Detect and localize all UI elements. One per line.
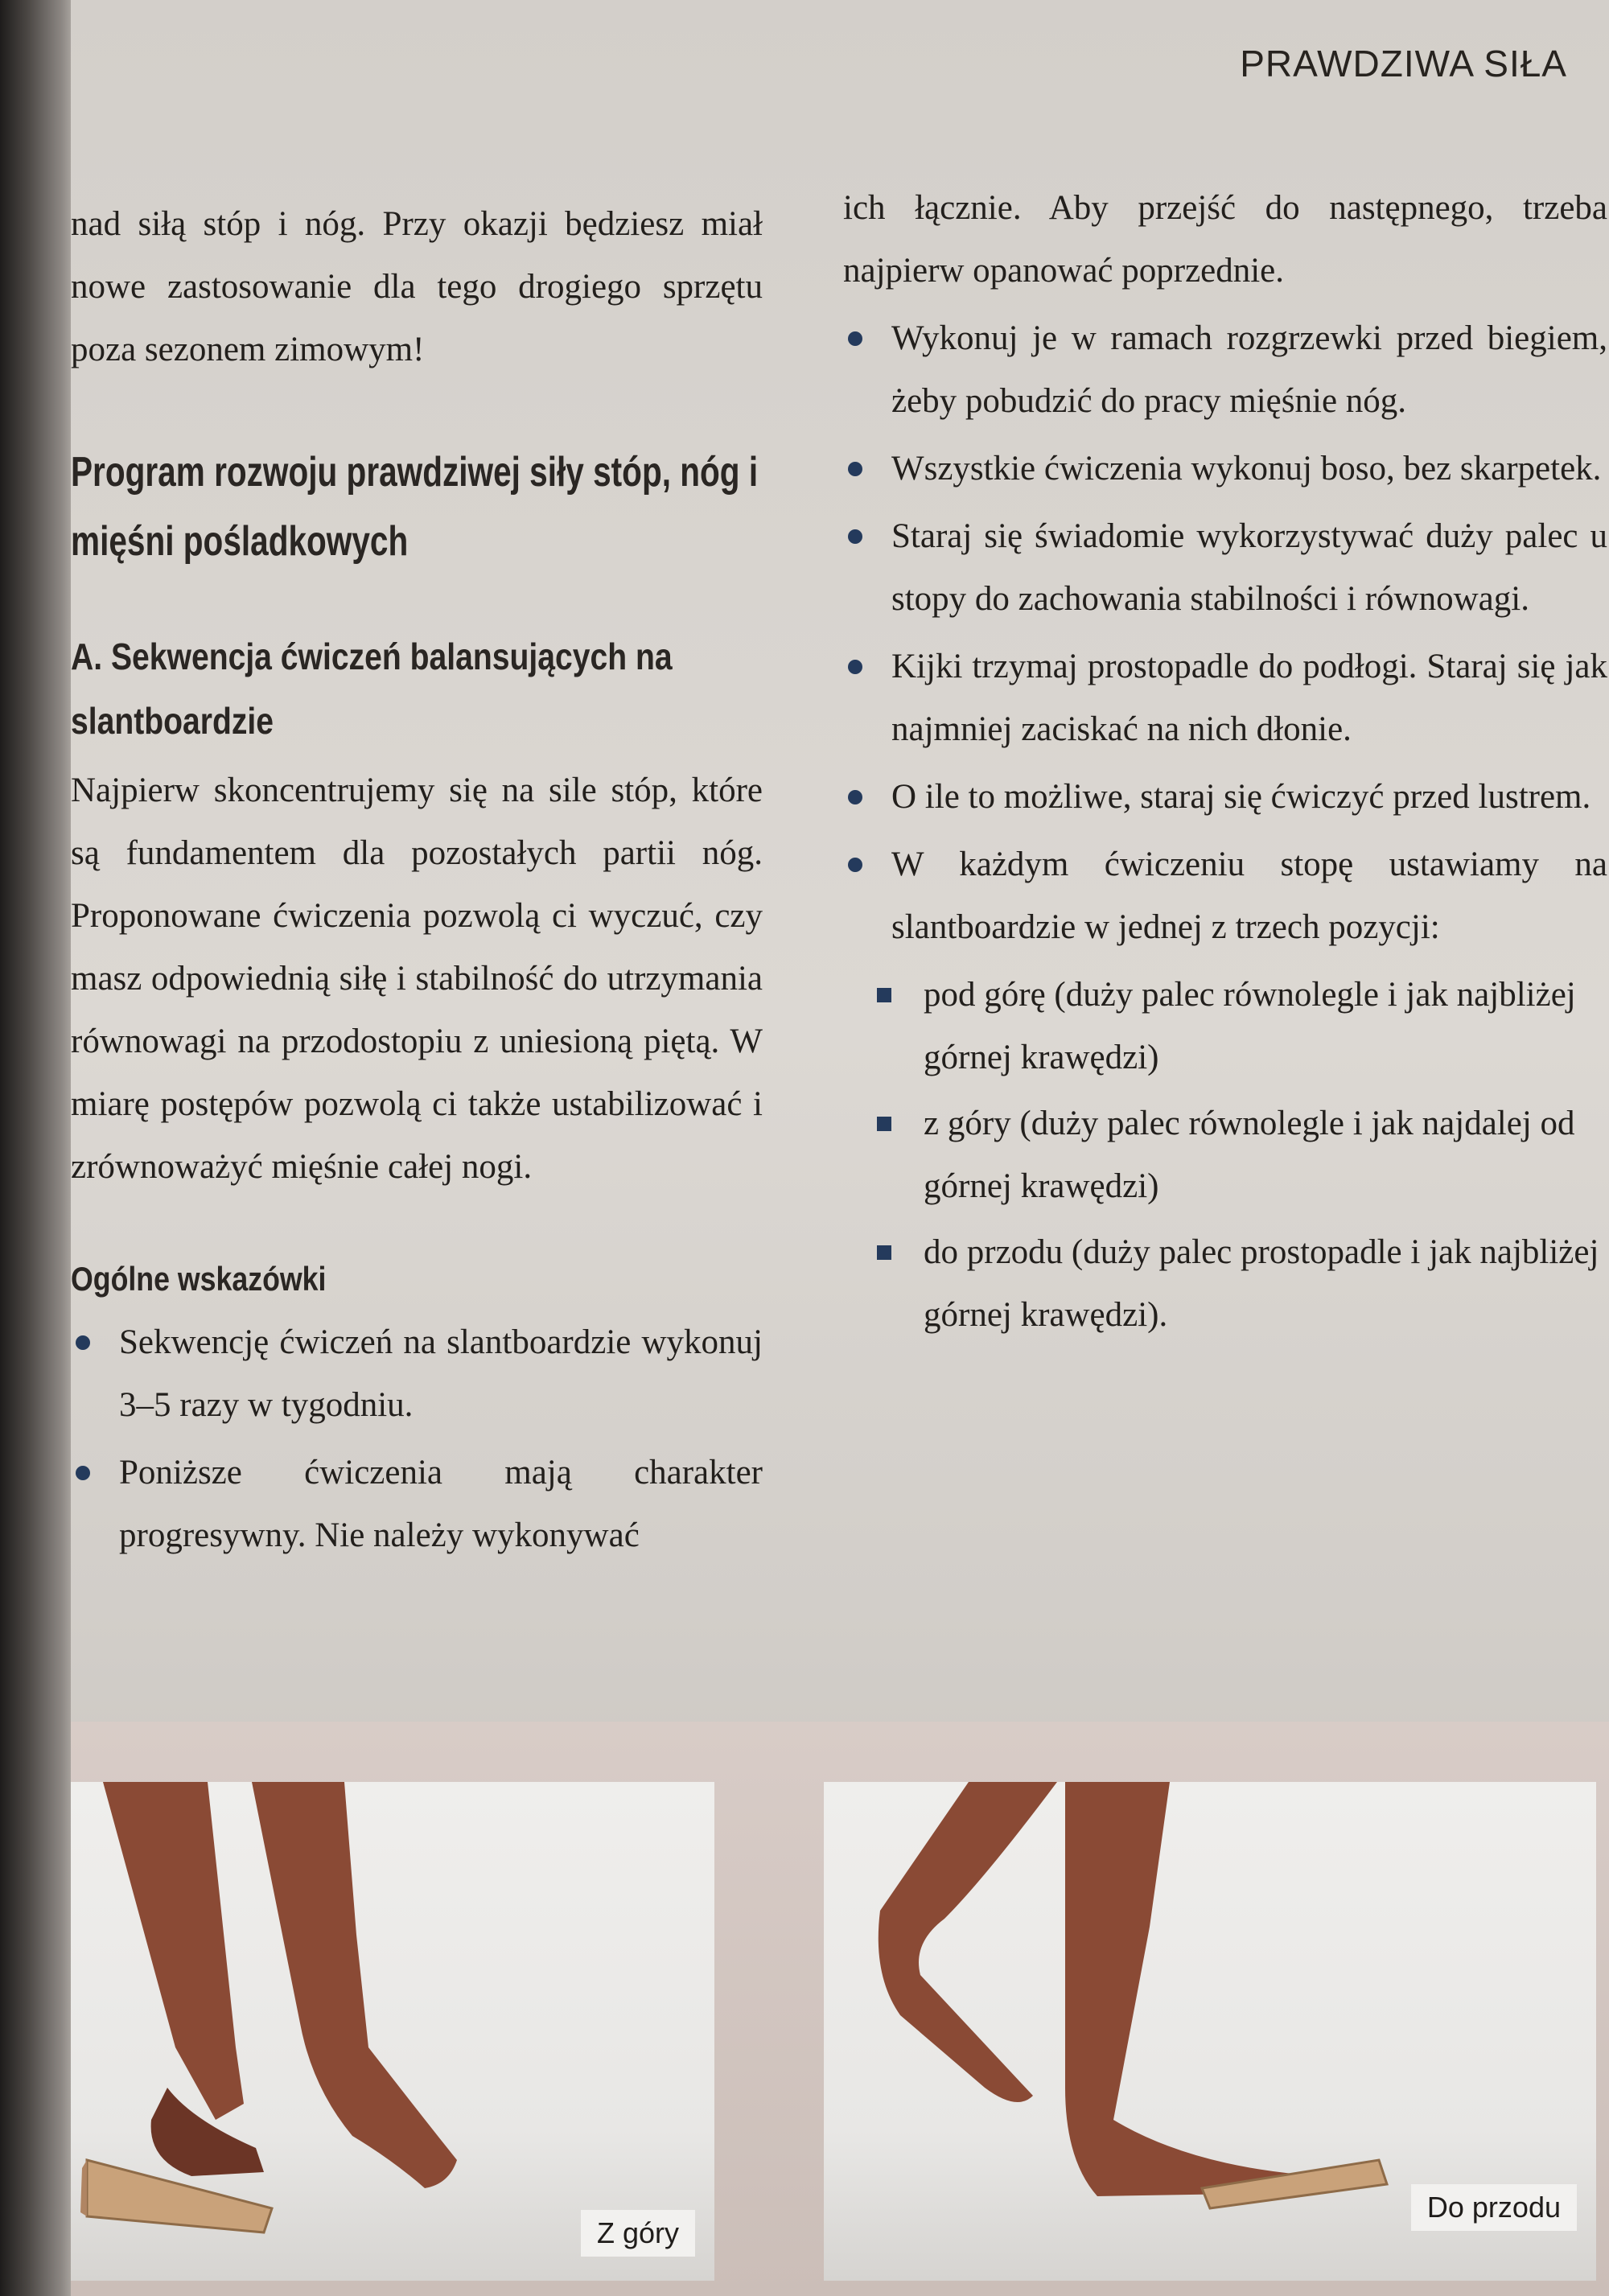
section-a-paragraph: Najpierw skoncentrujemy się na sile stóp, które są fundamentem dla pozostałych partii nóg. Proponowane ćwiczenia pozwolą ci wyczuć, czy masz odpowiednią siłę i stabilność do utrzymania równowagi na przodostopiu z uniesioną piętą. W miarę postępów pozwolą ci także ustabilizować i zrównoważyć mięśnie całej nogi. — [71, 772, 763, 1186]
bullet-icon — [76, 1466, 90, 1480]
section-a-heading: A. Sekwencja ćwiczeń balansujących na slantboardzie — [71, 636, 673, 742]
book-spine — [0, 0, 77, 2296]
list-item: Poniższe ćwiczenia mają charakter progresywny. Nie należy wykonywać — [71, 1442, 763, 1567]
left-column — [71, 193, 763, 1572]
bullet-icon — [848, 790, 862, 804]
list-item: W każdym ćwiczeniu stopę ustawiamy na slantboardzie w jednej z trzech pozycji: — [843, 833, 1607, 959]
photo-z-gory — [71, 1782, 714, 2281]
bullet-icon — [848, 660, 862, 674]
list-item: Wykonuj je w ramach rozgrzewki przed biegiem, żeby pobudzić do pracy mięśnie nóg. — [843, 307, 1607, 433]
feet-on-slantboard-illustration — [71, 1782, 714, 2281]
list-item: Kijki trzymaj prostopadle do podłogi. Staraj się jak najmniej zaciskać na nich dłonie. — [843, 636, 1607, 761]
right-column — [843, 177, 1607, 1350]
list-item: pod górę (duży palec równolegle i jak najbliżej górnej krawędzi) — [843, 964, 1607, 1089]
intro-paragraph: nad siłą stóp i nóg. Przy okazji będziesz miał nowe zastosowanie dla tego drogiego sprzętu poza sezonem zimowym! — [71, 205, 763, 368]
general-tips-heading: Ogólne wskazówki — [71, 1260, 327, 1298]
bullet-icon — [848, 529, 862, 544]
main-heading: Program rozwoju prawdziwej siły stóp, nóg i mięśni pośladkowych — [71, 449, 759, 565]
positions-list — [843, 964, 1607, 1347]
continuation-paragraph: ich łącznie. Aby przejść do następnego, trzeba najpierw opanować poprzednie. — [843, 189, 1607, 290]
book-page — [71, 0, 1609, 2296]
square-bullet-icon — [877, 1245, 891, 1260]
list-item: do przodu (duży palec prostopadle i jak najbliżej górnej krawędzi). — [843, 1221, 1607, 1347]
running-head: PRAWDZIWA SIŁA — [1240, 43, 1567, 84]
square-bullet-icon — [877, 1117, 891, 1131]
list-item: Wszystkie ćwiczenia wykonuj boso, bez skarpetek. — [843, 438, 1607, 500]
photo-caption: Do przodu — [1411, 2184, 1577, 2231]
photo-caption: Z góry — [581, 2210, 695, 2257]
tips-list — [843, 307, 1607, 959]
bullet-icon — [76, 1335, 90, 1350]
bullet-icon — [848, 858, 862, 872]
bullet-icon — [848, 462, 862, 476]
facing-page-text — [5, 43, 69, 1661]
bullet-icon — [848, 331, 862, 346]
list-item: Staraj się świadomie wykorzystywać duży palec u stopy do zachowania stabilności i równowagi. — [843, 505, 1607, 631]
square-bullet-icon — [877, 988, 891, 1002]
list-item: z góry (duży palec równolegle i jak najdalej od górnej krawędzi) — [843, 1092, 1607, 1218]
photo-do-przodu — [824, 1782, 1596, 2281]
general-tips-list — [71, 1311, 763, 1567]
list-item: Sekwencję ćwiczeń na slantboardzie wykonuj 3–5 razy w tygodniu. — [71, 1311, 763, 1437]
list-item: O ile to możliwe, staraj się ćwiczyć przed lustrem. — [843, 766, 1607, 829]
